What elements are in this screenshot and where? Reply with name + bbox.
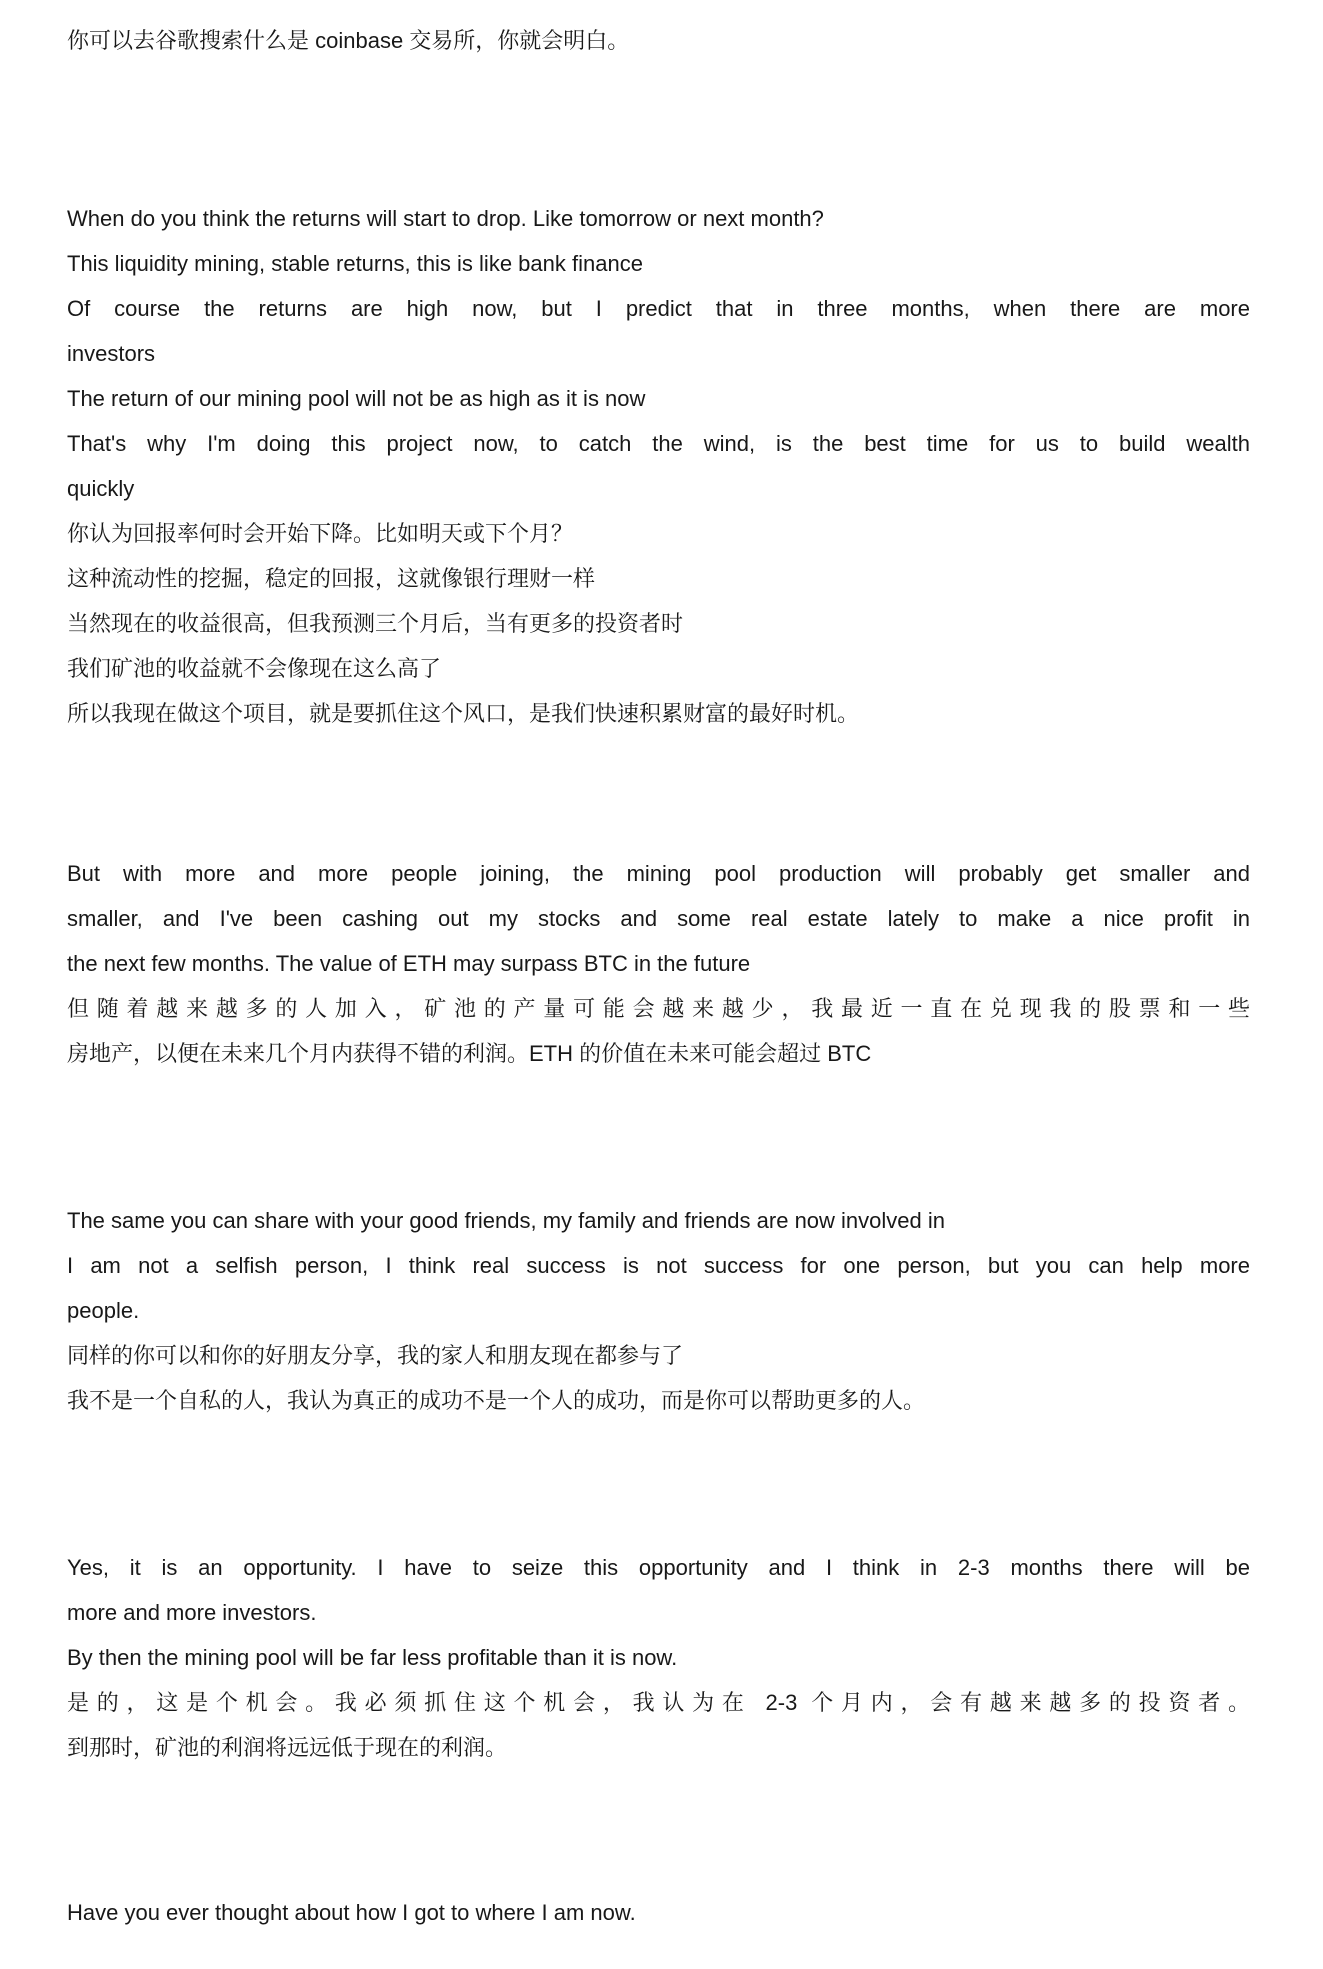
text-line: 我不是一个自私的人，我认为真正的成功不是一个人的成功，而是你可以帮助更多的人。 — [67, 1388, 926, 1413]
paragraph — [67, 196, 1250, 736]
paragraph — [67, 851, 1250, 1076]
text-line: 我们矿池的收益就不会像现在这么高了 — [67, 656, 442, 681]
text-line: But with more and more people joining, the mining pool production will probably get smaller and — [67, 861, 1250, 886]
text-line: This liquidity mining, stable returns, this is like bank finance — [67, 251, 643, 276]
paragraph — [67, 18, 1250, 63]
text-line: By then the mining pool will be far less profitable than it is now. — [67, 1645, 678, 1670]
text-line: people. — [67, 1298, 140, 1323]
text-line: the next few months. The value of ETH may surpass BTC in the future — [67, 951, 751, 976]
text-line: 到那时，矿池的利润将远远低于现在的利润。 — [67, 1735, 508, 1760]
text-line: That's why I'm doing this project now, to catch the wind, is the best time for us to build wealth — [67, 431, 1250, 456]
text-line: Of course the returns are high now, but I predict that in three months, when there are more — [67, 296, 1250, 321]
text-line: 但随着越来越多的人加入，矿池的产量可能会越来越少，我最近一直在兑现我的股票和一些 — [67, 996, 1250, 1021]
text-line: When do you think the returns will start to drop. Like tomorrow or next month? — [67, 206, 824, 231]
paragraph — [67, 1198, 1250, 1423]
text-line: 你认为回报率何时会开始下降。比如明天或下个月？ — [67, 521, 574, 546]
text-line: smaller, and I've been cashing out my stocks and some real estate lately to make a nice profit in — [67, 906, 1250, 931]
text-line: 这种流动性的挖掘，稳定的回报，这就像银行理财一样 — [67, 566, 596, 591]
text-line: 同样的你可以和你的好朋友分享，我的家人和朋友现在都参与了 — [67, 1343, 684, 1368]
text-line: Have you ever thought about how I got to where I am now. — [67, 1900, 636, 1925]
text-line: I am not a selfish person, I think real success is not success for one person, but you can help more — [67, 1253, 1250, 1278]
paragraph — [67, 1545, 1250, 1770]
text-line: 当然现在的收益很高，但我预测三个月后，当有更多的投资者时 — [67, 611, 684, 636]
text-line: 是的，这是个机会。我必须抓住这个机会，我认为在 2-3 个月内，会有越来越多的投资者。 — [67, 1690, 1250, 1715]
text-line: Yes, it is an opportunity. I have to seize this opportunity and I think in 2-3 months there will be — [67, 1555, 1250, 1580]
text-line: 你可以去谷歌搜索什么是 coinbase 交易所，你就会明白。 — [67, 28, 630, 53]
paragraph — [67, 1890, 1250, 1935]
text-line: The same you can share with your good friends, my family and friends are now involved in — [67, 1208, 945, 1233]
text-line: more and more investors. — [67, 1600, 317, 1625]
text-line: The return of our mining pool will not be as high as it is now — [67, 386, 646, 411]
text-line: 所以我现在做这个项目，就是要抓住这个风口，是我们快速积累财富的最好时机。 — [67, 701, 860, 726]
text-line: quickly — [67, 476, 135, 501]
text-line: 房地产，以便在未来几个月内获得不错的利润。ETH 的价值在未来可能会超过 BTC — [67, 1041, 872, 1066]
text-line: investors — [67, 341, 156, 366]
